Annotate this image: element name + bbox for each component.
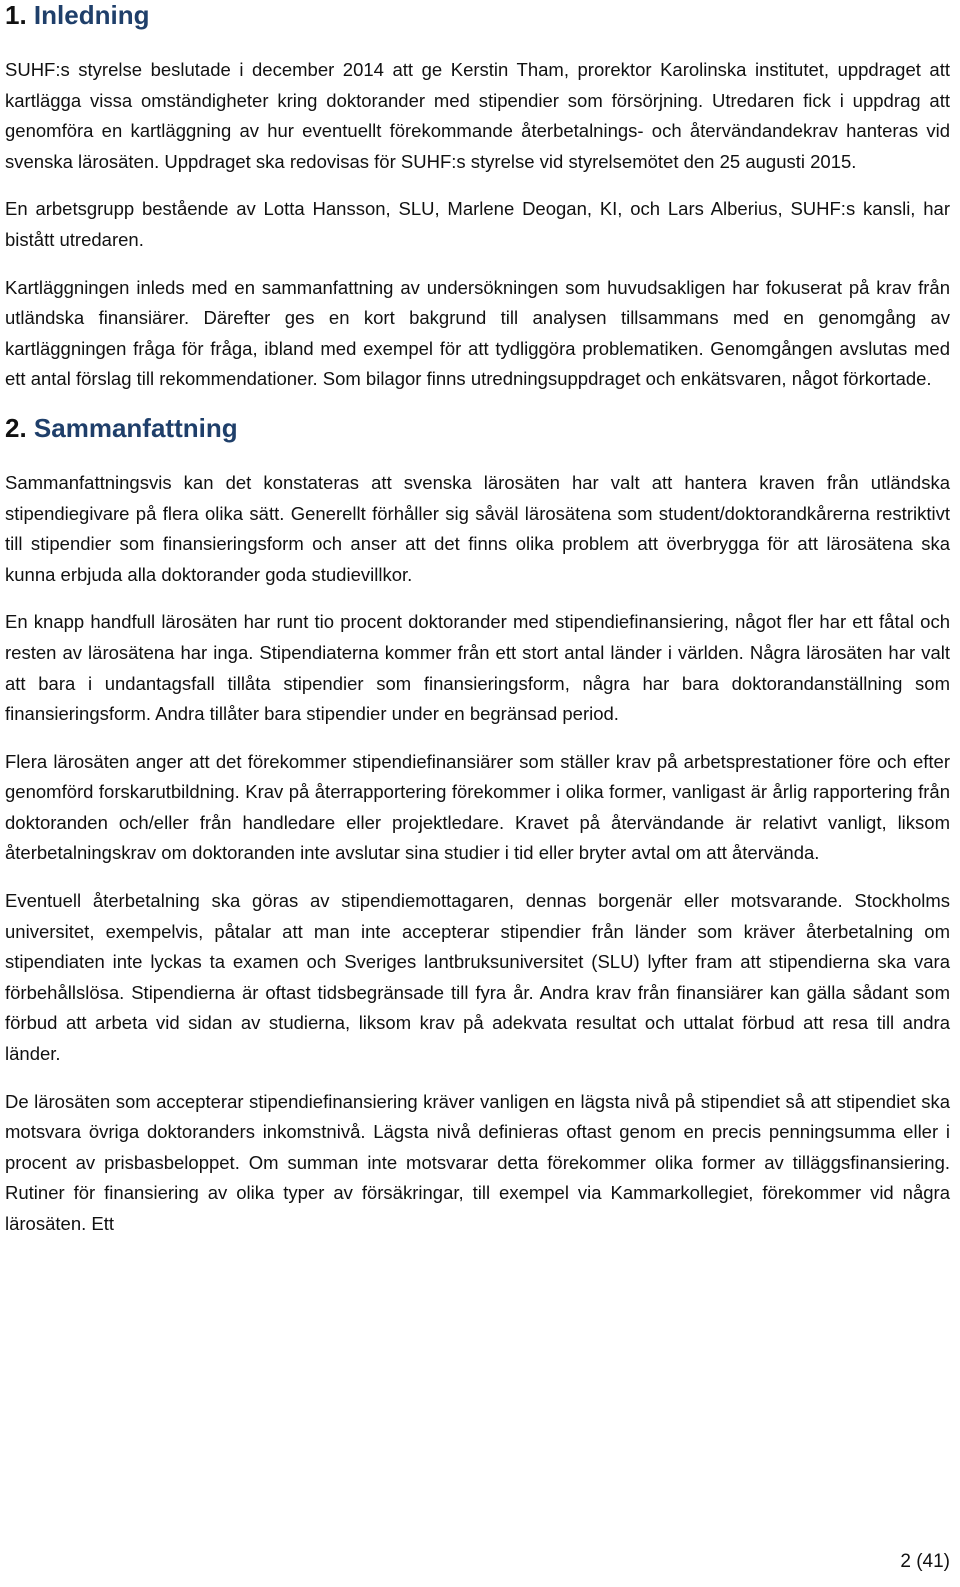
- paragraph: En knapp handfull lärosäten har runt tio procent doktorander med stipendiefinansiering, något fler har ett fåtal och resten av lärosätena har inga. Stipendiaterna kommer från ett stort antal länder i världen. Några lärosäten har valt att bara i undantagsfall tillåta stipendier som finansieringsform, några har bara doktorandanställning som finansieringsform. Andra tillåter bara stipendier under en begränsad period.: [5, 611, 950, 725]
- section-number: 1.: [5, 0, 27, 30]
- section-number: 2.: [5, 412, 27, 443]
- paragraph: Kartläggningen inleds med en sammanfattning av undersökningen som huvudsakligen har fokuserat på krav från utländska finansiärer. Därefter ges en kort bakgrund till analysen tillsammans med en genomgång av kartläggningen fråga för fråga, ibland med exempel för att tydliggöra problematiken. Genomgången avslutas med ett antal förslag till rekommendationer. Som bilagor finns utredningsuppdraget och enkätsvaren, något förkortade.: [5, 276, 950, 390]
- paragraph: En arbetsgrupp bestående av Lotta Hansson, SLU, Marlene Deogan, KI, och Lars Alberius, SUHF:s kansli, har bistått utredaren.: [5, 198, 950, 250]
- paragraph: SUHF:s styrelse beslutade i december 2014 att ge Kerstin Tham, prorektor Karolinska institutet, uppdraget att kartlägga vissa omständigheter kring doktorander med stipendier som försörjning. Utredaren fick i uppdrag att genomföra en kartläggning av hur eventuellt förekommande återbetalnings- och återvändandekrav hanteras vid svenska lärosäten. Uppdraget ska redovisas för SUHF:s styrelse vid styrelsemötet den 25 augusti 2015.: [5, 59, 950, 172]
- section-title: Inledning: [33, 0, 150, 30]
- section-title: Sammanfattning: [33, 412, 238, 443]
- section-heading-inledning: [5, 0, 950, 30]
- section-heading-sammanfattning: [5, 413, 950, 443]
- paragraph: Sammanfattningsvis kan det konstateras att svenska lärosäten har valt att hantera kraven från utländska stipendiegivare på flera olika sätt. Generellt förhåller sig såväl lärosätena som student/doktorandkårerna restriktivt till stipendier som finansieringsform och anser att det finns olika problem att överbrygga för att lärosätena ska kunna erbjuda alla doktorander goda studievillkor.: [5, 471, 950, 585]
- paragraph: Eventuell återbetalning ska göras av stipendiemottagaren, dennas borgenär eller motsvarande. Stockholms universitet, exempelvis, påtalar att man inte accepterar stipendier från länder som kräver återbetalning om stipendiaten inte lyckas ta examen och Sveriges lantbruksuniversitet (SLU) lyfter fram att stipendierna ska vara förbehållslösa. Stipendierna är oftast tidsbegränsade till fyra år. Andra krav från finansiärer kan gälla sådant som förbud att arbeta vid sidan av studierna, liksom krav på adekvata resultat och uttalat förbud att resa till andra länder.: [5, 890, 950, 1065]
- document-page: [5, 0, 950, 1240]
- page-number: 2 (41): [900, 1551, 950, 1572]
- paragraph: De lärosäten som accepterar stipendiefinansiering kräver vanligen en lägsta nivå på stipendiet så att stipendiet ska motsvara övriga doktoranders inkomstnivå. Lägsta nivå definieras oftast genom en precis penningsumma eller i procent av prisbasbeloppet. Om summan inte motsvarar detta förekommer olika former av tilläggsfinansiering. Rutiner för finansiering av olika typer av försäkringar, till exempel via Kammarkollegiet, förekommer vid några lärosäten. Ett: [5, 1090, 950, 1234]
- paragraph: Flera lärosäten anger att det förekommer stipendiefinansiärer som ställer krav på arbetsprestationer före och efter genomförd forskarutbildning. Krav på återrapportering förekommer i olika former, vanligast är årlig rapportering från doktoranden och/eller från handledare eller projektledare. Kravet på återvändande är relativt vanligt, liksom återbetalningskrav om doktoranden inte avslutar sina studier i tid eller bryter avtal om att återvända.: [5, 750, 950, 864]
